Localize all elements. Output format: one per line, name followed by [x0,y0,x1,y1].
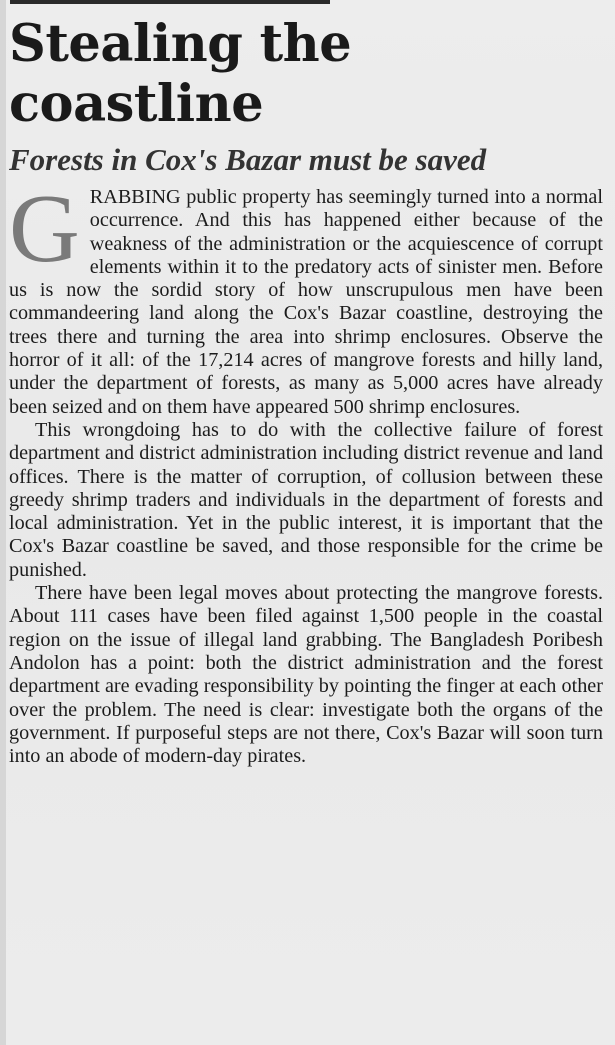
subheadline: Forests in Cox's Bazar must be saved [9,142,487,177]
headline: Stealing the coastline [9,14,352,134]
editorial-article [9,14,603,768]
page-edge [0,0,6,1045]
top-rule [10,0,330,4]
drop-cap: G [9,175,80,283]
paragraph-1-text: RABBING public property has seemingly turned into a normal occurrence. And this has happened either because of the weakness of the administration or the acquiescence of corrupt elements within it to the predatory acts of sinister men. Before us is now the sordid story of how unscrupulous men have been commandeering land along the Cox's Bazar coastline, destroying the trees there and turning the area into shrimp enclosures. Observe the horror of it all: of the 17,214 acres of mangrove forests and hilly land, under the department of forests, as many as 5,000 acres have already been seized and on them have appeared 500 shrimp enclosures. [9,186,603,418]
article-body [9,175,603,768]
paragraph-1 [9,175,603,419]
paragraph-2: This wrongdoing has to do with the collective failure of forest department and district administration including district revenue and land offices. There is the matter of corruption, of collusion between these greedy shrimp traders and individuals in the department of forests and local administration. Yet in the public interest, it is important that the Cox's Bazar coastline be saved, and those responsible for the crime be punished. [9,418,603,581]
paragraph-3: There have been legal moves about protecting the mangrove forests. About 111 cases have been filed against 1,500 people in the coastal region on the issue of illegal land grabbing. The Bangladesh Poribesh Andolon has a point: both the district administration and the forest department are evading responsibility by pointing the finger at each other over the problem. The need is clear: investigate both the organs of the government. If purposeful steps are not there, Cox's Bazar will soon turn into an abode of modern-day pirates. [9,582,603,768]
